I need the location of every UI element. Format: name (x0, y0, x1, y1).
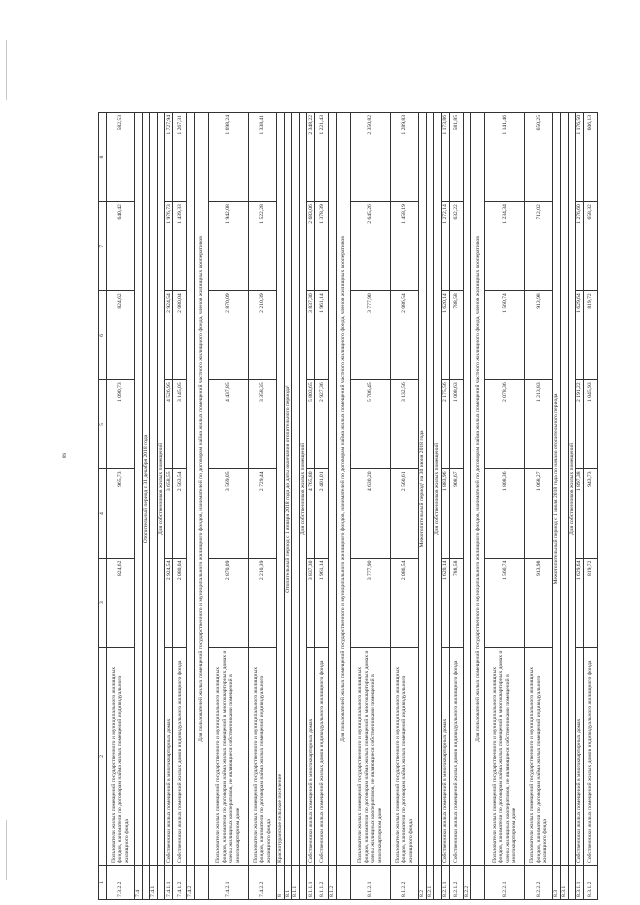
tariff-value: 3 777,90 (350, 558, 390, 647)
tariff-value: 965,73 (107, 469, 135, 558)
row-description: Пользователи жилых помещений государственного и муниципального жилищных фондов, наниматели по договорам найма жилых помещений в многоквартирных домах и члены жилищных кооперативов, не являющиеся собственниками помещений в многоквартирном доме (350, 647, 390, 865)
row-code: 7.4.2.2 (248, 865, 276, 899)
row-code: 8.1.1.1 (307, 865, 315, 899)
row-code: 7.4.1.2 (173, 865, 187, 899)
table-row (307, 113, 315, 900)
empty-span (150, 113, 158, 866)
row-code: 7.3.2.2 (107, 865, 135, 899)
tariff-value: 1 961,14 (315, 291, 329, 380)
row-description: Собственники жилых помещений в многоквартирных домах (165, 647, 173, 865)
tariff-value: 1 942,08 (208, 202, 248, 291)
table-row (336, 113, 350, 900)
table-row (441, 113, 449, 900)
tariff-value: 1 961,14 (315, 558, 329, 647)
tariff-value: 4 630,20 (350, 469, 390, 558)
tariff-value: 581,85 (449, 113, 463, 202)
table-row (553, 113, 561, 900)
table-row (576, 113, 584, 900)
table-row (350, 113, 390, 900)
table-row (560, 113, 568, 900)
table-row (292, 113, 300, 900)
table-row (584, 113, 598, 900)
row-code: 7.4.2.1 (208, 865, 248, 899)
row-code: 7.4 (135, 865, 143, 899)
row-code (142, 865, 150, 899)
tariff-value: 788,58 (449, 558, 463, 647)
tariff-value: 2 729,44 (248, 469, 276, 558)
tariff-value: 824,62 (107, 558, 135, 647)
tariff-value: 4 437,85 (208, 380, 248, 469)
tariff-value: 2 210,39 (248, 291, 276, 380)
tariff-value: 1 378,39 (315, 202, 329, 291)
tariff-value: 943,73 (584, 469, 598, 558)
section-title: Межотопительный период с 1 июля 2018 года по начало отопительного периода (553, 113, 561, 866)
table-row (449, 113, 463, 900)
tariff-value: 1 068,27 (525, 469, 553, 558)
tariff-value: 1 976,73 (165, 202, 173, 291)
row-description: Пользователи жилых помещений государственного и муниципального жилищных фондов, наниматели по договорам найма жилых помещений индивидуального жилищного фонда (248, 647, 276, 865)
tariff-value: 3 569,05 (208, 469, 248, 558)
tariff-value: 2 086,54 (390, 558, 418, 647)
section-title: Отопительный период с 31 декабря 2018 года (142, 113, 150, 866)
row-code: 8.1.2.1 (350, 865, 390, 899)
row-description: Пользователи жилых помещений государственного и муниципального жилищных фондов, наниматели по договорам найма жилых помещений индивидуального жилищного фонда (390, 647, 418, 865)
table-row (165, 113, 173, 900)
row-code: 8.1.1.2 (315, 865, 329, 899)
tariff-value: 1 213,83 (525, 380, 553, 469)
tariff-value: 5 803,65 (307, 380, 315, 469)
row-code: 8.2.2 (463, 865, 471, 899)
table-row (426, 113, 434, 900)
row-code: 8.3 (553, 865, 561, 899)
row-code: 8.3.1.1 (576, 865, 584, 899)
tariff-value: 5 706,45 (350, 380, 390, 469)
row-code (194, 865, 208, 899)
row-code: 7.4.1.1 (165, 865, 173, 899)
column-number-header: 1 (99, 865, 107, 899)
section-title: Для собственников жилых помещений (434, 113, 442, 866)
tariff-value: 3 358,35 (248, 380, 276, 469)
column-number-header: 6 (99, 291, 107, 380)
tariff-value: 582,53 (107, 113, 135, 202)
section-title: Для пользователей жилых помещений государственного и муниципального жилищного фондов, нанимателей по договорам найма жилых помещений частного жилищного фонда, членов жилищных кооперативов (336, 113, 350, 866)
row-code (434, 865, 442, 899)
table-row (276, 113, 284, 900)
section-title: Для собственников жилых помещений (157, 113, 165, 866)
table-container (98, 112, 620, 900)
tariff-value: 2 563,54 (173, 469, 187, 558)
row-code (157, 865, 165, 899)
tariff-value: 824,62 (107, 291, 135, 380)
row-description: Собственники жилых помещений жилых домов индивидуального жилищного фонда (584, 647, 598, 865)
section-title: Для собственников жилых помещений (299, 113, 307, 866)
tariff-value: 2 401,01 (315, 469, 329, 558)
row-code: 8.2 (418, 865, 426, 899)
row-description: Собственники жилых помещений в многоквартирных домах (576, 647, 584, 865)
row-code: 8.2.1.2 (449, 865, 463, 899)
section-title: Для пользователей жилых помещений государственного и муниципального жилищного фондов, нанимателей по договорам найма жилых помещений частного жилищного фонда, членов жилищных кооперативов (471, 113, 485, 866)
table-row (299, 113, 307, 900)
tariff-value: 2 927,36 (315, 380, 329, 469)
rotated-table-area (98, 112, 620, 900)
table-row (568, 113, 576, 900)
tariff-value: 1 234,34 (485, 202, 525, 291)
tariff-value: 788,58 (449, 291, 463, 380)
table-row (471, 113, 485, 900)
row-description: Собственники жилых помещений жилых домов индивидуального жилищного фонда (173, 647, 187, 865)
table-row (173, 113, 187, 900)
row-description: Пользователи жилых помещений государственного и муниципального жилищных фондов, наниматели по договорам найма жилых помещений индивидуального жилищного фонда (107, 647, 135, 865)
tariff-value: 2 086,54 (390, 291, 418, 380)
row-code (299, 865, 307, 899)
row-code: 7.4.1 (150, 865, 158, 899)
tariff-value: 1 458,19 (390, 202, 418, 291)
tariff-value: 819,72 (584, 558, 598, 647)
tariff-value: 640,42 (107, 202, 135, 291)
tariff-value: 1 808,36 (485, 469, 525, 558)
row-code: 8.2.2.2 (525, 865, 553, 899)
row-code (568, 865, 576, 899)
tariff-value: 1 272,14 (441, 202, 449, 291)
tariff-value: 1 141,46 (485, 113, 525, 202)
tariff-value: 1 276,60 (576, 202, 584, 291)
row-code: 8.1 (284, 865, 292, 899)
tariff-value: 2 645,26 (350, 202, 390, 291)
section-title: Для собственников жилых помещений (568, 113, 576, 866)
tariff-value: 4 526,95 (165, 380, 173, 469)
table-row (194, 113, 208, 900)
row-code: 8 (276, 865, 284, 899)
column-number-header: 5 (99, 380, 107, 469)
table-row (418, 113, 426, 900)
tariff-value: 1 267,31 (173, 113, 187, 202)
tariff-value: 4 765,80 (307, 469, 315, 558)
tariff-value: 1 727,94 (165, 113, 173, 202)
tariff-value: 632,22 (449, 202, 463, 291)
row-description: Пользователи жилых помещений государственного и муниципального жилищных фондов, наниматели по договорам найма жилых помещений индивидуального жилищного фонда (525, 647, 553, 865)
tariff-value: 712,02 (525, 202, 553, 291)
row-code (471, 865, 485, 899)
tariff-value: 1 338,41 (248, 113, 276, 202)
tariff-value: 2 210,39 (248, 558, 276, 647)
tariff-value: 1 629,64 (576, 291, 584, 380)
tariff-value: 2 348,22 (307, 113, 315, 202)
tariff-value: 1 897,38 (576, 469, 584, 558)
tariff-value: 819,72 (584, 291, 598, 380)
tariff-value: 1 698,24 (208, 113, 248, 202)
tariff-value: 1 173,86 (441, 113, 449, 202)
row-code: 8.2.1 (426, 865, 434, 899)
empty-span (560, 113, 568, 866)
row-code: 8.2.1.1 (441, 865, 449, 899)
empty-span (463, 113, 471, 866)
scan-edge-mark (6, 40, 7, 100)
tariff-value: 1 522,28 (248, 202, 276, 291)
table-row (187, 113, 195, 900)
table-row (208, 113, 248, 900)
column-number-header: 7 (99, 202, 107, 291)
tariff-value: 1 221,43 (315, 113, 329, 202)
tariff-value: 650,25 (525, 113, 553, 202)
row-description: Собственники жилых помещений в многоквартирных домах (307, 647, 315, 865)
table-row (142, 113, 150, 900)
tariff-value: 1 629,64 (576, 558, 584, 647)
table-row (315, 113, 329, 900)
row-code: 7.4.2 (187, 865, 195, 899)
tariff-value: 1 560,74 (485, 291, 525, 380)
empty-span (135, 113, 143, 866)
table-row (284, 113, 292, 900)
empty-span (292, 113, 300, 866)
row-code: 8.1.1 (292, 865, 300, 899)
tariff-value: 2 870,09 (208, 558, 248, 647)
page-number: 89 (63, 453, 68, 458)
tariff-value: 2 080,04 (173, 291, 187, 380)
tariff-value: 1 008,63 (449, 380, 463, 469)
row-code: 8.1.2.2 (390, 865, 418, 899)
table-row (157, 113, 165, 900)
tariff-value: 3 132,56 (390, 380, 418, 469)
table-row (434, 113, 442, 900)
empty-span (329, 113, 337, 866)
tariff-value: 2 080,04 (173, 558, 187, 647)
column-number-header: 2 (99, 647, 107, 865)
tariff-value: 3 777,90 (350, 291, 390, 380)
tariff-value: 1 883,96 (441, 469, 449, 558)
section-title: Отопительный период с 1 января 2018 года до даты окончания отопительного периода¹ (284, 113, 292, 866)
scan-edge-mark (6, 820, 7, 880)
column-number-header: 4 (99, 469, 107, 558)
tariff-value: 2 924,54 (165, 291, 173, 380)
tariff-value: 3 837,30 (307, 558, 315, 647)
tariff-value: 3 837,30 (307, 291, 315, 380)
row-description: Пользователи жилых помещений государственного и муниципального жилищных фондов, наниматели по договорам найма жилых помещений в многоквартирных домах и члены жилищных кооперативов, не являющиеся собственниками помещений в многоквартирном доме (208, 647, 248, 865)
section-title: Для пользователей жилых помещений государственного и муниципального жилищного фондов, нанимателей по договорам найма жилых помещений частного жилищного фонда, членов жилищных кооперативов (194, 113, 208, 866)
tariff-value: 2 078,36 (485, 380, 525, 469)
tariff-value: 2 870,09 (208, 291, 248, 380)
tariff-table (98, 112, 598, 900)
table-row (329, 113, 337, 900)
tariff-value: 908,67 (449, 469, 463, 558)
table-row (107, 113, 135, 900)
column-number-header: 8 (99, 113, 107, 202)
row-code: 8.1.2 (329, 865, 337, 899)
tariff-value: 3 658,55 (165, 469, 173, 558)
tariff-value: 1 620,14 (441, 558, 449, 647)
row-code: 8.2.2.1 (485, 865, 525, 899)
tariff-value: 2 191,22 (576, 380, 584, 469)
table-row (150, 113, 158, 900)
empty-span (426, 113, 434, 866)
tariff-value: 658,32 (584, 202, 598, 291)
tariff-value: 2 924,54 (165, 558, 173, 647)
tariff-value: 2 350,82 (350, 113, 390, 202)
table-row (248, 113, 276, 900)
tariff-value: 1 560,74 (485, 558, 525, 647)
row-description: Пользователи жилых помещений государственного и муниципального жилищных фондов, наниматели по договорам найма жилых помещений в многоквартирных домах и члены жилищных кооперативов, не являющиеся собственниками помещений в многоквартирном доме (485, 647, 525, 865)
tariff-value: 1 289,83 (390, 113, 418, 202)
tariff-value: 1 090,73 (107, 380, 135, 469)
row-description: Собственники жилых помещений жилых домов индивидуального жилищного фонда (449, 647, 463, 865)
tariff-value: 1 439,33 (173, 202, 187, 291)
tariff-value: 1 620,14 (441, 291, 449, 380)
row-description: Собственники жилых помещений в многоквартирных домах (441, 647, 449, 865)
table-row (463, 113, 471, 900)
row-code: 8.3.1.2 (584, 865, 598, 899)
column-number-header: 3 (99, 558, 107, 647)
empty-span (187, 113, 195, 866)
row-description: Собственники жилых помещений жилых домов индивидуального жилищного фонда (315, 647, 329, 865)
row-code (336, 865, 350, 899)
tariff-value: 2 560,61 (390, 469, 418, 558)
tariff-value: 1 045,93 (584, 380, 598, 469)
row-code: 8.3.1 (560, 865, 568, 899)
tariff-value: 2 683,06 (307, 202, 315, 291)
header-row (99, 113, 107, 900)
table-row (485, 113, 525, 900)
tariff-value: 3 145,05 (173, 380, 187, 469)
table-row (390, 113, 418, 900)
section-title: Межотопительный период¹ на 30 июня 2018 года (418, 113, 426, 866)
tariff-value: 913,98 (525, 558, 553, 647)
settlement-title: Краснотуранское сельское поселение (276, 113, 284, 866)
tariff-value: 913,98 (525, 291, 553, 380)
tariff-value: 1 176,50 (576, 113, 584, 202)
tariff-value: 606,13 (584, 113, 598, 202)
table-row (525, 113, 553, 900)
table-row (135, 113, 143, 900)
tariff-value: 2 175,56 (441, 380, 449, 469)
